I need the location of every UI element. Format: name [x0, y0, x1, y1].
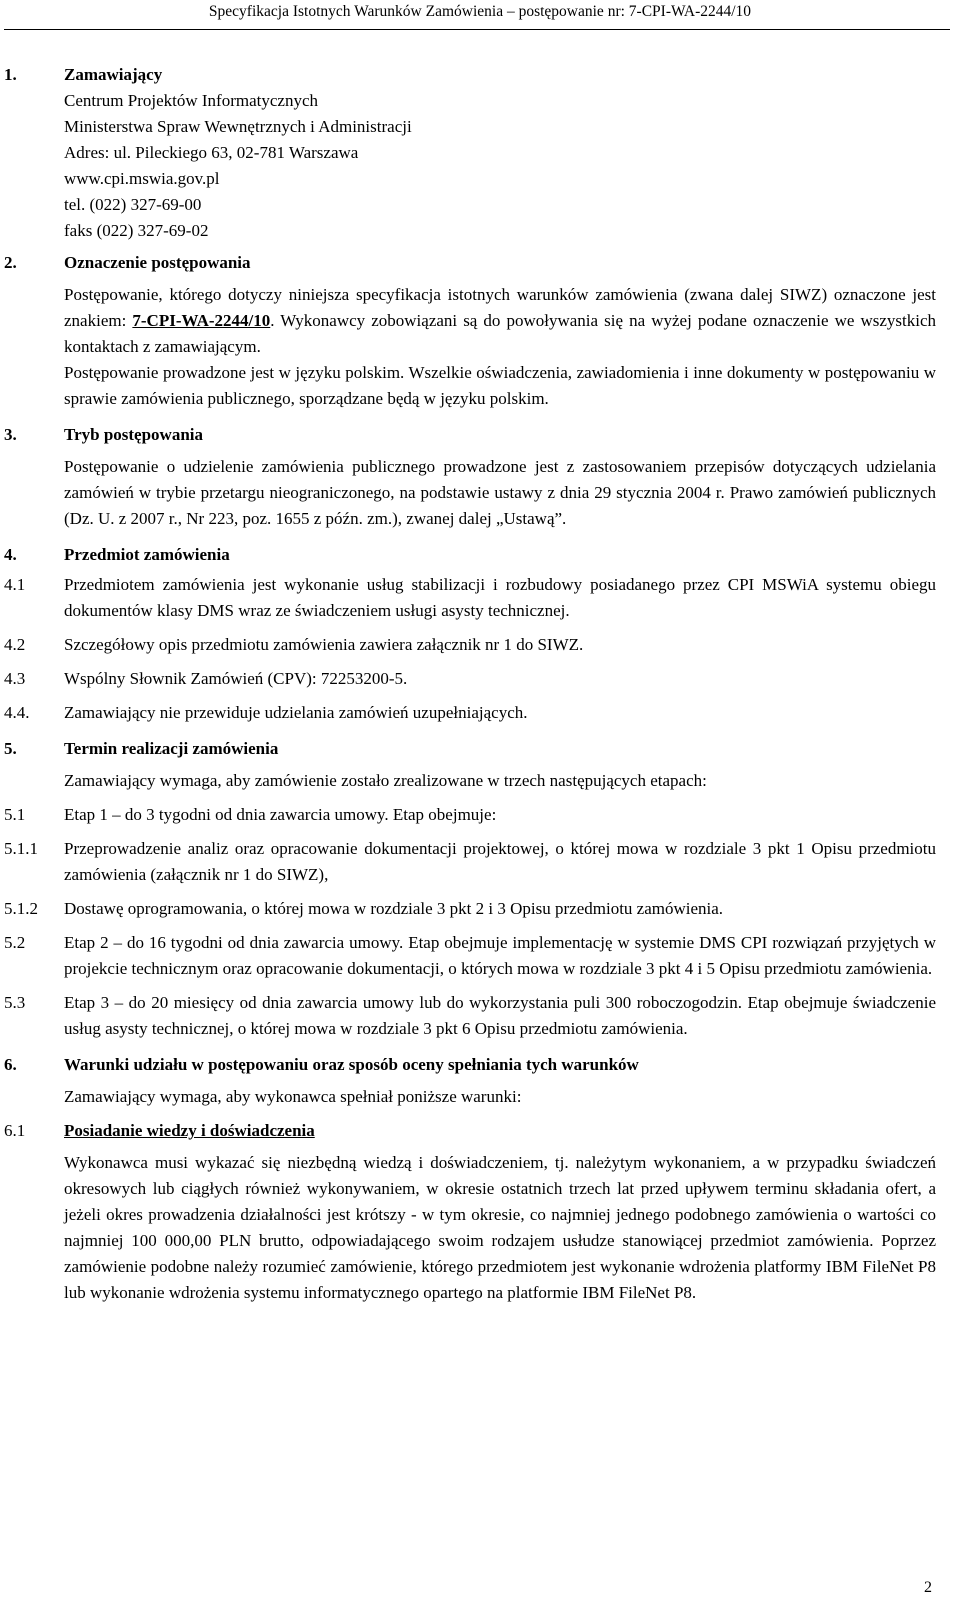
section-number: 3. — [4, 425, 17, 444]
item-text: Przedmiotem zamówienia jest wykonanie usług stabilizacji i rozbudowy posiadanego przez CPI MSWiA systemu obiegu dokumentów klasy DMS wraz ze świadczeniem usługi asysty technicznej. — [64, 575, 936, 620]
item-number: 5.3 — [4, 993, 26, 1012]
paragraph: Zamawiający wymaga, aby wykonawca spełniał poniższe warunki: — [64, 1087, 522, 1106]
item-text: Szczegółowy opis przedmiotu zamówienia zawiera załącznik nr 1 do SIWZ. — [64, 635, 584, 654]
item-number: 6.1 — [4, 1121, 26, 1140]
paragraph-text: . Wykonawcy zobowiązani są do powoływania się na wyżej podane oznaczenie we wszystkich kontaktach z zamawiającym. — [64, 311, 936, 356]
section-heading: Zamawiający — [64, 65, 163, 84]
address-line: tel. (022) 327-69-00 — [64, 195, 202, 214]
section-number: 4. — [4, 545, 17, 564]
list-item — [4, 632, 936, 658]
item-text: Etap 3 – do 20 miesięcy od dnia zawarcia umowy lub do wykorzystania puli 300 roboczogodzin. Etap obejmuje świadczenie usług asysty technicznej, o której mowa w rozdziale 3 pkt 6 Opisu przedmiotu zamówienia. — [64, 993, 936, 1038]
section-heading: Termin realizacji zamówienia — [64, 739, 279, 758]
list-item — [4, 930, 936, 982]
list-item — [4, 836, 936, 888]
section-3 — [4, 422, 936, 532]
list-item — [4, 666, 936, 692]
paragraph: Postępowanie prowadzone jest w języku polskim. Wszelkie oświadczenia, zawiadomienia i inne dokumenty w postępowaniu w sprawie zamówienia publicznego, sporządzane będą w języku polskim. — [64, 363, 936, 408]
item-text: Wspólny Słownik Zamówień (CPV): 72253200-5. — [64, 669, 408, 688]
list-item — [4, 700, 936, 726]
list-item — [4, 802, 936, 828]
paragraph: Postępowanie o udzielenie zamówienia publicznego prowadzone jest z zastosowaniem przepisów dotyczących udzielania zamówień w trybie przetargu nieograniczonego, na podstawie ustawy z dnia 29 stycznia 2004 r. Prawo zamówień publicznych (Dz. U. z 2007 r., Nr 223, poz. 1655 z późn. zm.), zwanej dalej „Ustawą”. — [64, 457, 936, 528]
item-number: 4.4. — [4, 703, 30, 722]
item-text: Etap 2 – do 16 tygodni od dnia zawarcia umowy. Etap obejmuje implementację w systemie DMS CPI rozwiązań przyjętych w projekcie technicznym oraz opracowanie dokumentacji, o których mowa w rozdziale 3 pkt 4 i 5 Opisu przedmiotu zamówienia. — [64, 933, 936, 978]
item-text: Przeprowadzenie analiz oraz opracowanie dokumentacji projektowej, o której mowa w rozdziale 3 pkt 1 Opisu przedmiotu zamówienia (załącznik nr 1 do SIWZ), — [64, 839, 936, 884]
subsection-heading: Posiadanie wiedzy i doświadczenia — [64, 1121, 315, 1140]
address-line: Centrum Projektów Informatycznych — [64, 91, 318, 110]
item-number: 4.2 — [4, 635, 26, 654]
page-number: 2 — [924, 1579, 932, 1596]
list-item — [4, 896, 936, 922]
header-rule — [4, 29, 950, 30]
section-heading: Przedmiot zamówienia — [64, 545, 230, 564]
section-4 — [4, 542, 936, 726]
section-6 — [4, 1052, 936, 1306]
section-heading: Warunki udziału w postępowaniu oraz sposób oceny spełniania tych warunków — [64, 1055, 639, 1074]
list-item — [4, 990, 936, 1042]
document-body — [4, 62, 936, 1306]
contracting-authority-lines — [64, 88, 936, 244]
item-number: 5.2 — [4, 933, 26, 952]
section-number: 6. — [4, 1055, 17, 1074]
section-heading: Oznaczenie postępowania — [64, 253, 251, 272]
section-number: 2. — [4, 253, 17, 272]
list-item — [4, 572, 936, 624]
paragraph: Zamawiający wymaga, aby zamówienie zostało zrealizowane w trzech następujących etapach: — [64, 771, 707, 790]
paragraph-text: Postępowanie, którego dotyczy niniejsza specyfikacja istotnych warunków zamówienia (zwana dalej SIWZ) oznaczone jest znakiem: — [64, 285, 936, 330]
address-line: faks (022) 327-69-02 — [64, 221, 209, 240]
section-number: 5. — [4, 739, 17, 758]
subsection-6-1 — [4, 1118, 936, 1306]
item-text: Zamawiający nie przewiduje udzielania zamówień uzupełniających. — [64, 703, 528, 722]
item-number: 5.1 — [4, 805, 26, 824]
item-number: 5.1.1 — [4, 839, 38, 858]
paragraph — [64, 282, 936, 360]
section-heading: Tryb postępowania — [64, 425, 204, 444]
proceeding-code: 7-CPI-WA-2244/10 — [132, 311, 271, 330]
item-text: Wykonawca musi wykazać się niezbędną wiedzą i doświadczeniem, tj. należytym wykonaniem, a w przypadku świadczeń okresowych lub ciągłych również wykonywaniem, w okresie ostatnich trzech lat przed upływem terminu składania ofert, a jeżeli okres prowadzenia działalności jest krótszy - w tym okresie, co najmniej jednego podobnego zamówienia o wartości co najmniej 100 000,00 PLN brutto, odpowiadającego swoim rodzajem usłudze stanowiącej przedmiot zamówienia. Poprzez zamówienie podobne należy rozumieć zamówienie, którego przedmiotem jest wykonanie wdrożenia platformy IBM FileNet P8 lub wykonanie wdrożenia systemu informatycznego opartego na platformie IBM FileNet P8. — [64, 1153, 936, 1302]
address-line: Adres: ul. Pileckiego 63, 02-781 Warszawa — [64, 143, 359, 162]
item-number: 4.3 — [4, 669, 26, 688]
item-text: Dostawę oprogramowania, o której mowa w rozdziale 3 pkt 2 i 3 Opisu przedmiotu zamówienia. — [64, 899, 724, 918]
address-line: Ministerstwa Spraw Wewnętrznych i Administracji — [64, 117, 412, 136]
section-2 — [4, 250, 936, 412]
section-1 — [4, 62, 936, 244]
item-number: 5.1.2 — [4, 899, 38, 918]
item-text: Etap 1 – do 3 tygodni od dnia zawarcia umowy. Etap obejmuje: — [64, 805, 497, 824]
address-line: www.cpi.mswia.gov.pl — [64, 169, 220, 188]
section-5 — [4, 736, 936, 1042]
item-number: 4.1 — [4, 575, 26, 594]
running-header: Specyfikacja Istotnych Warunków Zamówienia – postępowanie nr: 7-CPI-WA-2244/10 — [208, 3, 752, 20]
section-number: 1. — [4, 65, 17, 84]
